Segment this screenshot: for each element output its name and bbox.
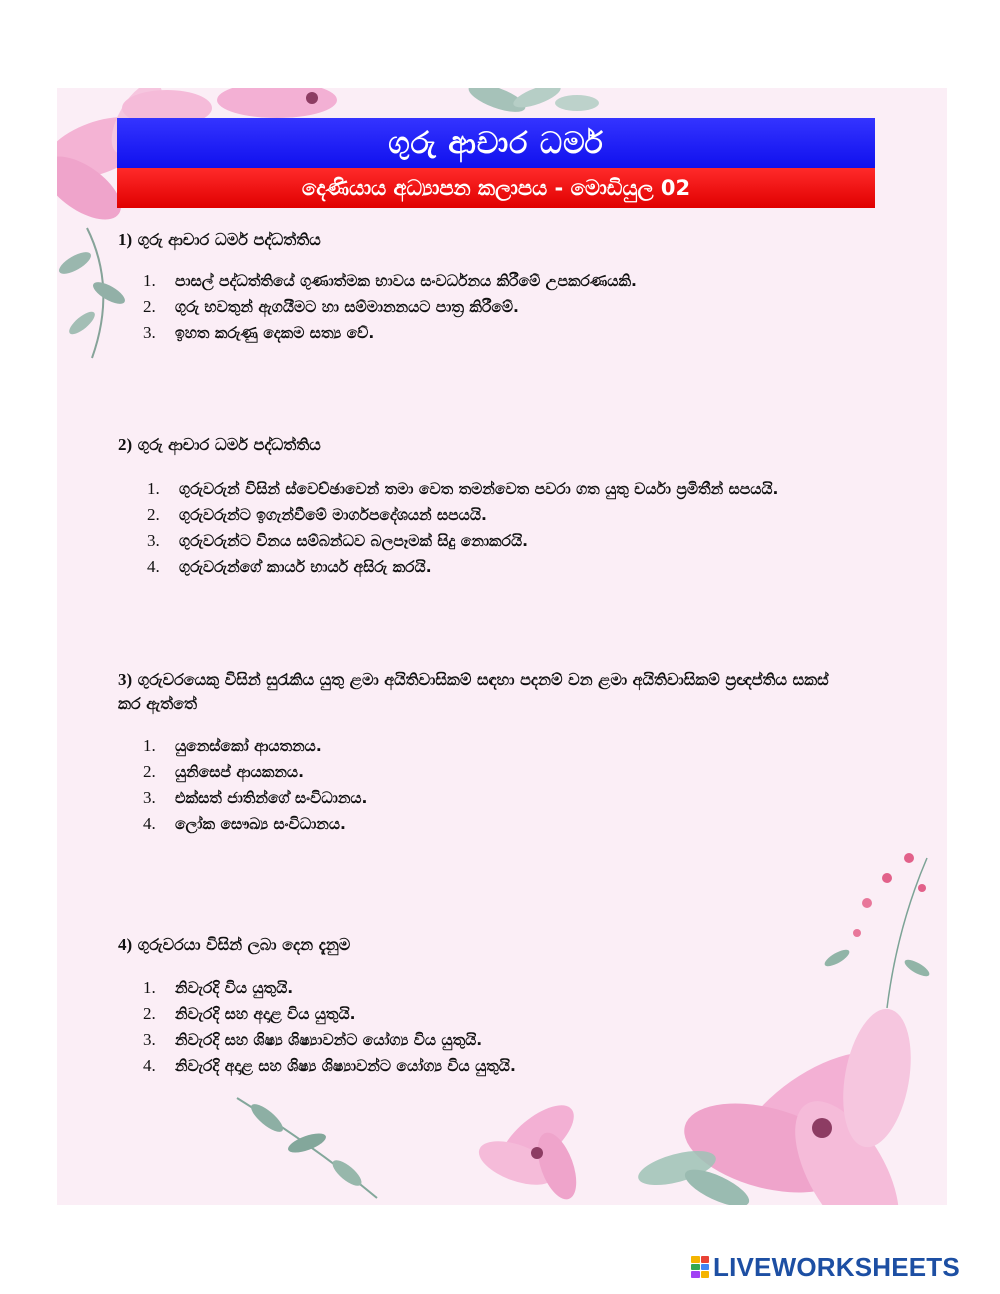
question-text: ගුරුවරයෙකු විසින් සුරැකිය යුතු ළමා අයිතිවාසිකම් සඳහා පදනම් වන ළමා අයිතිවාසිකම් ප්‍රඥප්තිය සකස් කර ඇත්තේ <box>118 670 829 713</box>
page-title: ගුරු ආචාර ධර්ම <box>117 118 875 168</box>
option-item[interactable]: 2. යුනිසෙප් ආයකනය. <box>143 762 304 781</box>
option-item[interactable]: 3. නිවැරදි සහ ශිෂ්‍ය ශිෂ්‍යාවන්ට යෝග්‍ය විය යුතුයි. <box>143 1030 483 1049</box>
question-number: 3) <box>118 670 133 689</box>
brand-name: LIVEWORKSHEETS <box>713 1251 960 1282</box>
option-item[interactable]: 4. ලෝක සෞඛ්‍ය සංවිධානය. <box>143 814 346 833</box>
option-item[interactable]: 1. පාසල් පද්ධත්තියේ ගුණාත්මක භාවය සංවර්ධනය කිරීමේ උපකරණයකි. <box>143 271 637 290</box>
option-item[interactable]: 4. ගුරුවරුන්ගේ කාර්ය භාර්ය අසිරු කරයි. <box>147 557 432 576</box>
question-number: 4) <box>118 935 133 954</box>
question-1-options <box>143 268 843 346</box>
question-number: 1) <box>118 230 133 249</box>
page-subtitle: දෙණියාය අධ්‍යාපන කලාපය - මොඩියුල 02 <box>117 168 875 208</box>
question-text: ගුරුවරයා විසින් ලබා දෙන දැනුම <box>137 935 351 954</box>
option-item[interactable]: 1. නිවැරදි විය යුතුයි. <box>143 978 294 997</box>
option-item[interactable]: 1. ගුරුවරුන් විසින් ස්වෙච්ඡාවෙන් තමා වෙත තමන්වෙත පවරා ගත යුතු චර්යා ප්‍රමිතීන් සපයයි. <box>147 479 779 498</box>
liveworksheets-grid-icon <box>691 1256 709 1278</box>
question-1 <box>118 228 838 252</box>
question-2 <box>118 433 838 457</box>
option-item[interactable]: 3. එක්සත් ජාතින්ගේ සංවිධානය. <box>143 788 368 807</box>
question-3-options <box>143 733 843 837</box>
option-item[interactable]: 1. යුනෙස්කෝ ආයතනය. <box>143 736 322 755</box>
question-2-options <box>147 476 847 580</box>
worksheet-page <box>57 88 947 1205</box>
question-4 <box>118 933 838 957</box>
option-item[interactable]: 3. ඉහත කරුණු දෙකම සත්‍ය වේ. <box>143 323 375 342</box>
option-item[interactable]: 3. ගුරුවරුන්ට විනය සම්බන්ධව බලපෑමක් සිදු නොකරයි. <box>147 531 529 550</box>
bottom-center-flower-icon <box>237 1094 754 1205</box>
liveworksheets-logo[interactable] <box>691 1252 960 1282</box>
question-text: ගුරු ආචාර ධර්ම පද්ධත්තිය <box>137 230 321 249</box>
question-number: 2) <box>118 435 133 454</box>
question-4-options <box>143 975 843 1079</box>
question-3 <box>118 668 838 716</box>
question-text: ගුරු ආචාර ධර්ම පද්ධත්තිය <box>137 435 321 454</box>
option-item[interactable]: 4. නිවැරදි අදාළ සහ ශිෂ්‍ය ශිෂ්‍යාවන්ට යෝග්‍ය විය යුතුයි. <box>143 1056 516 1075</box>
option-item[interactable]: 2. ගුරු භවතුන් ඇගයීමට හා සම්මානනයට පාත්‍ර කිරීමේ. <box>143 297 519 316</box>
option-item[interactable]: 2. නිවැරදි සහ අදාළ විය යුතුයි. <box>143 1004 356 1023</box>
option-item[interactable]: 2. ගුරුවරුන්ට ඉගැන්වීමේ මාර්ගපදේශයන් සපයයි. <box>147 505 487 524</box>
